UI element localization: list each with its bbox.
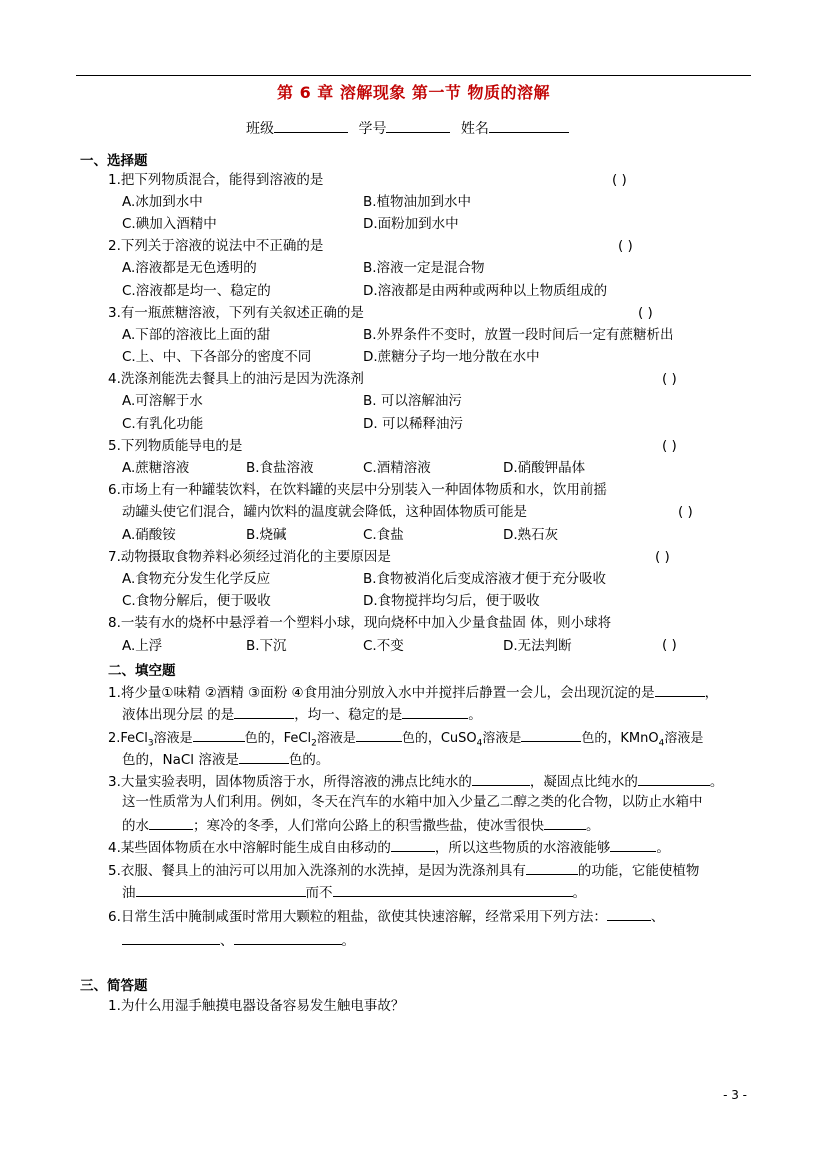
top-rule [76,75,751,76]
option-d: D.蔗糖分子均一地分散在水中 [363,349,540,365]
option-a: A.冰加到水中 [122,194,203,210]
answer-blank[interactable] [472,771,530,786]
class-blank[interactable] [274,118,348,133]
option-a: A.溶液都是无色透明的 [122,260,257,276]
answer-blank[interactable] [402,704,468,719]
option-a: A.食物充分发生化学反应 [122,571,271,587]
text: 5.衣服、餐具上的油污可以用加入洗涤剂的水洗掉，是因为洗涤剂具有 [108,863,526,879]
option-d: D.溶液都是由两种或两种以上物质组成的 [363,283,608,299]
option-a: A.硝酸铵 [122,527,176,543]
answer-blank[interactable] [239,749,289,764]
text: 色的，NaCl 溶液是 [122,752,239,768]
answer-paren[interactable]: ( ) [662,438,677,454]
option-c: C.酒精溶液 [363,460,431,476]
text: ，凝固点比纯水的 [529,774,638,790]
option-c: C.碘加入酒精中 [122,216,217,232]
fill-line [122,930,355,950]
option-b: B.下沉 [246,638,287,654]
question-stem-continued: 动罐头使它们混合，罐内饮料的温度就会降低，这种固体物质可能是 [122,504,527,520]
option-c: C.溶液都是均一、稳定的 [122,283,271,299]
section-heading-fill: 二、填空题 [108,663,176,679]
answer-blank[interactable] [333,882,573,897]
question-stem: 6.市场上有一种罐装饮料，在饮料罐的夹层中分别装入一种固体物质和水，饮用前摇 [108,482,607,498]
name-label: 姓名 [460,121,489,137]
answer-blank[interactable] [544,815,586,830]
option-d: D.熟石灰 [503,527,559,543]
option-b: B.烧碱 [246,527,287,543]
answer-blank[interactable] [122,930,220,945]
option-c: C.不变 [363,638,404,654]
answer-paren[interactable]: ( ) [678,504,693,520]
text: ，所以这些物质的水溶液能够 [434,840,611,856]
page-title: 第 6 章 溶解现象 第一节 物质的溶解 [277,83,550,102]
question-stem: 1.把下列物质混合，能得到溶液的是 [108,172,324,188]
fill-line [108,860,699,880]
short-answer-question-1: 1.为什么用湿手触摸电器设备容易发生触电事故？ [108,998,405,1014]
option-a: A.可溶解于水 [122,393,203,409]
answer-blank[interactable] [610,837,656,852]
text: 4.某些固体物质在水中溶解时能生成自由移动的 [108,840,391,856]
subscript: 2 [311,738,317,749]
question-stem: 7.动物摄取食物养料必须经过消化的主要原因是 [108,549,391,565]
text: ；寒冷的冬季，人们常向公路上的积雪撒些盐，使冰雪很快 [193,818,544,834]
answer-paren[interactable]: ( ) [612,172,627,188]
class-label: 班级 [246,121,274,137]
option-d: D.无法判断 [503,638,572,654]
option-c: C.上、中、下各部分的密度不同 [122,349,312,365]
answer-blank[interactable] [136,882,306,897]
question-stem: 5.下列物质能导电的是 [108,438,243,454]
answer-paren[interactable]: ( ) [655,549,670,565]
answer-blank[interactable] [234,704,294,719]
fill-line [122,815,600,835]
text: 溶液是 [664,731,704,746]
fill-line [122,704,482,724]
subscript: 3 [147,738,154,749]
fill-line [108,906,664,926]
section-heading-choice: 一、选择题 [80,153,148,169]
fill-line [122,882,586,902]
fill-line [122,749,329,769]
text: 色的，KMnO [581,731,659,746]
text: ， [704,685,719,701]
option-b: B. 可以溶解油污 [363,393,462,409]
name-blank[interactable] [489,118,569,133]
text: 2.FeCl [108,731,148,746]
text: 。 [572,885,586,901]
text: ，均一、稳定的是 [294,707,403,723]
text: 液体出现分层 的是 [122,707,235,723]
number-blank[interactable] [386,118,450,133]
answer-blank[interactable] [521,727,581,742]
option-b: B.食物被消化后变成溶液才便于充分吸收 [363,571,607,587]
text: 6.日常生活中腌制咸蛋时常用大颗粒的粗盐，欲使其快速溶解，经常采用下列方法： [108,909,607,925]
option-c: C.食物分解后，便于吸收 [122,593,271,609]
text: 而不 [305,885,333,901]
fill-line [108,682,718,702]
fill-line [108,837,670,857]
text: 油 [122,885,136,901]
text: 1.将少量①味精 ②酒精 ③面粉 ④食用油分别放入水中并搅拌后静置一会儿，会出现沉淀的是 [108,685,655,701]
text: 。 [341,933,355,949]
answer-paren[interactable]: ( ) [638,305,653,321]
question-stem: 3.有一瓶蔗糖溶液，下列有关叙述正确的是 [108,305,364,321]
option-b: B.溶液一定是混合物 [363,260,485,276]
subscript: 4 [476,738,483,749]
answer-paren[interactable]: ( ) [662,637,677,653]
page-number: - 3 - [723,1088,747,1102]
answer-blank[interactable] [638,771,710,786]
option-c: C.食盐 [363,527,404,543]
text: 色的，CuSO [401,731,477,746]
option-b: B.植物油加到水中 [363,194,472,210]
question-stem: 4.洗涤剂能洗去餐具上的油污是因为洗涤剂 [108,371,364,387]
option-c: C.有乳化功能 [122,416,204,432]
question-stem: 8.一装有水的烧杯中悬浮着一个塑料小球，现向烧杯中加入少量食盐固 体，则小球将 [108,615,612,631]
section-heading-short-answer: 三、简答题 [80,978,148,994]
text: 色的。 [288,752,330,768]
option-a: A.下部的溶液比上面的甜 [122,327,271,343]
text: 的水 [122,818,149,834]
option-b: B.食盐溶液 [246,460,314,476]
text: 。 [468,707,482,723]
answer-blank[interactable] [193,727,245,742]
option-d: D. 可以稀释油污 [363,416,463,432]
number-label: 学号 [358,121,387,137]
text: 的功能，它能使植物 [577,863,700,879]
answer-paren[interactable]: ( ) [662,371,677,387]
text: 色的，FeCl [244,731,312,746]
question-stem: 2.下列关于溶液的说法中不正确的是 [108,238,324,254]
text: 溶液是 [153,731,193,746]
answer-blank[interactable] [391,837,435,852]
option-d: D.硝酸钾晶体 [503,460,586,476]
answer-blank[interactable] [526,860,578,875]
text: 。 [586,818,600,834]
fill-line [108,771,723,791]
subscript: 4 [658,738,665,749]
answer-blank[interactable] [234,930,342,945]
text: 、 [650,909,665,925]
text: 。 [656,840,670,856]
option-d: D.食物搅拌均匀后，便于吸收 [363,593,540,609]
option-a: A.蔗糖溶液 [122,460,190,476]
option-b: B.外界条件不变时，放置一段时间后一定有蔗糖析出 [363,327,674,343]
answer-blank[interactable] [356,727,402,742]
option-d: D.面粉加到水中 [363,216,459,232]
text: 溶液是 [482,731,522,746]
answer-blank[interactable] [655,682,705,697]
text: 。 [709,774,724,790]
answer-paren[interactable]: ( ) [618,238,633,254]
answer-blank[interactable] [149,815,193,830]
student-info-line [246,118,569,138]
answer-blank[interactable] [607,906,651,921]
text: 溶液是 [316,731,356,746]
fill-line: 这一性质常为人们利用。例如，冬天在汽车的水箱中加入少量乙二醇之类的化合物，以防止水箱中 [122,794,703,810]
option-a: A.上浮 [122,638,163,654]
text: 、 [220,933,234,949]
text: 3.大量实验表明，固体物质溶于水，所得溶液的沸点比纯水的 [108,774,472,790]
